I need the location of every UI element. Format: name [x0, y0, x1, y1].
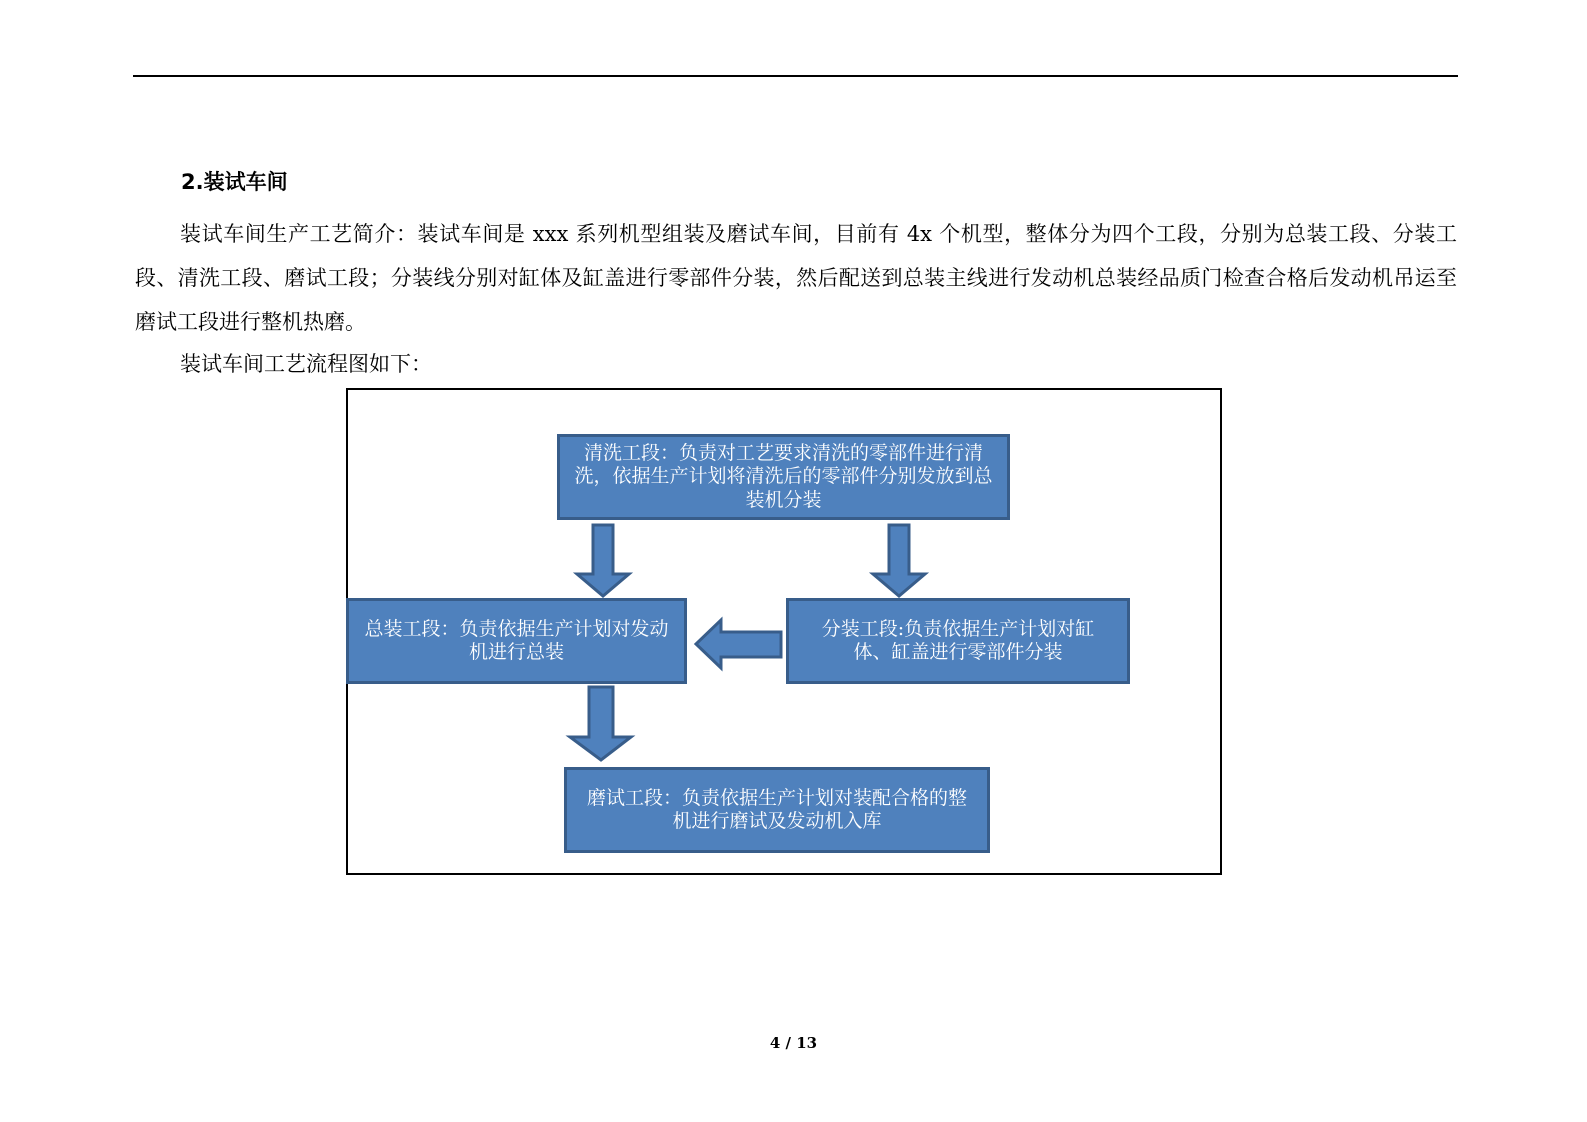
page-number: 4 / 13 — [769, 1034, 818, 1052]
node-testing — [564, 767, 990, 853]
node-testing-label: 磨试工段：负责依据生产计划对装配合格的整机进行磨试及发动机入库 — [586, 786, 967, 832]
arrow-down-cleaning-to-assembly — [577, 525, 629, 596]
header-rule — [133, 75, 1458, 77]
node-cleaning-label: 清洗工段：负责对工艺要求清洗的零部件进行清洗，依据生产计划将清洗后的零部件分别发放到总装机分装 — [574, 441, 993, 511]
arrow-down-cleaning-to-subassembly — [873, 525, 925, 596]
arrow-down-assembly-to-testing — [570, 687, 631, 760]
flowchart-frame — [346, 388, 1222, 875]
node-cleaning — [557, 434, 1010, 520]
diagram-intro: 装试车间工艺流程图如下： — [180, 352, 432, 376]
node-assembly-label: 总装工段：负责依据生产计划对发动机进行总装 — [364, 617, 669, 663]
section-heading: 2.装试车间 — [181, 170, 288, 194]
node-assembly — [346, 598, 687, 684]
node-subassembly — [786, 598, 1130, 684]
node-subassembly-label: 分装工段:负责依据生产计划对缸体、缸盖进行零部件分装 — [821, 617, 1095, 663]
intro-paragraph: 装试车间生产工艺简介：装试车间是 xxx 系列机型组装及磨试车间，目前有 4x 个机型，整体分为四个工段，分别为总装工段、分装工段、清洗工段、磨试工段；分装线分别对缸体及缸盖进行零部件分装，然后配送到总装主线进行发动机总装经品质门检查合格后发动机吊运至磨试工段进行整机热磨。 — [135, 222, 1457, 334]
arrow-left-subassembly-to-assembly — [696, 620, 781, 668]
